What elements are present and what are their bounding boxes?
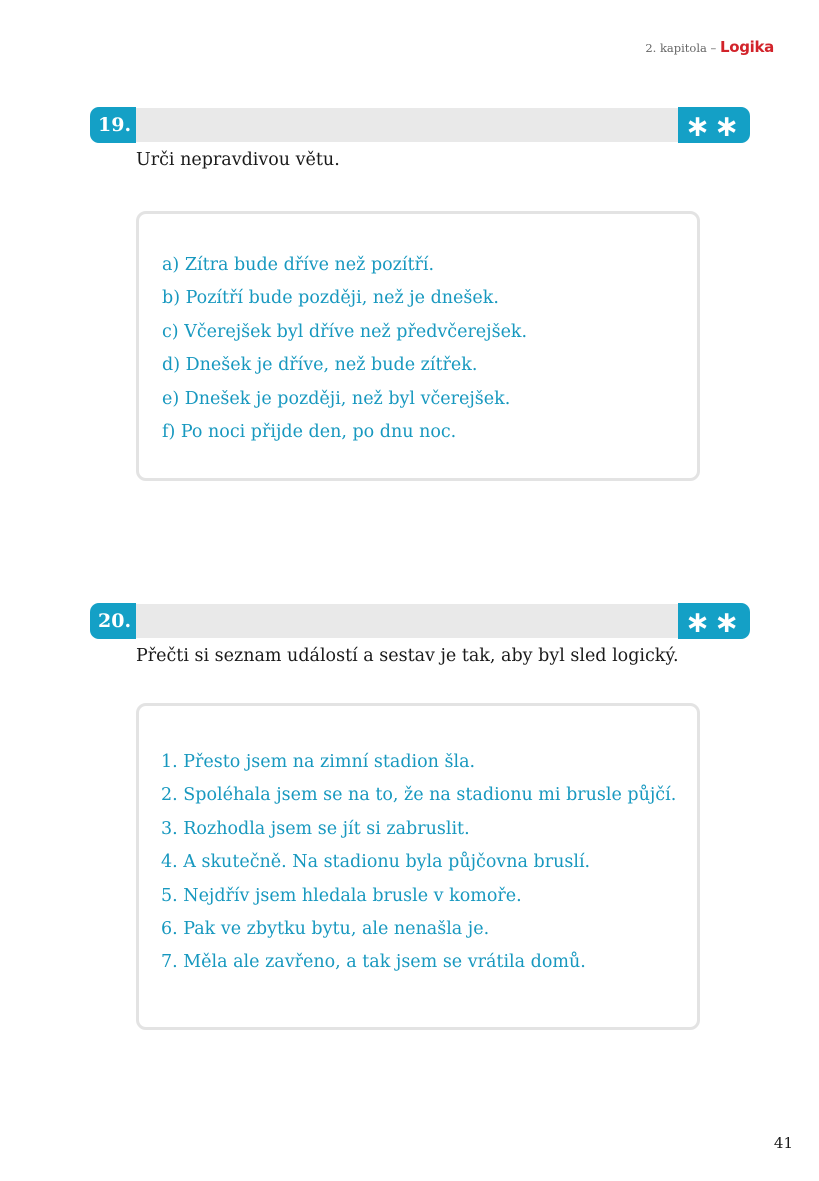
event-item: 7. Měla ale zavřeno, a tak jsem se vrátila domů. [161, 952, 586, 973]
page-number: 41 [773, 1134, 793, 1152]
events-list [161, 746, 697, 980]
task-instruction: Urči nepravdivou větu. [136, 150, 340, 170]
task-20 [90, 603, 750, 973]
answer-box [136, 211, 700, 481]
option-list [162, 249, 697, 449]
chapter-name: Logika [719, 38, 774, 56]
task-19 [90, 107, 750, 442]
option-a: a) Zítra bude dříve než pozítří. [162, 255, 435, 275]
chapter-label: 2. kapitola – [645, 41, 717, 55]
task-header-bar [90, 603, 750, 639]
event-item: 2. Spoléhala jsem se na to, že na stadionu mi brusle půjčí. [161, 785, 677, 806]
task-number-badge: 20. [90, 603, 136, 639]
events-box [136, 703, 700, 1030]
option-c: c) Včerejšek byl dříve než předvčerejšek. [162, 321, 528, 342]
task-header-bar [90, 107, 750, 143]
event-item: 5. Nejdřív jsem hledala brusle v komoře. [161, 885, 522, 906]
event-item: 6. Pak ve zbytku bytu, ale nenašla je. [161, 918, 490, 939]
task-bar-background [110, 108, 720, 142]
task-instruction: Přečti si seznam událostí a sestav je tak, aby byl sled logický. [136, 646, 679, 666]
event-item: 4. A skutečně. Na stadionu byla půjčovna bruslí. [161, 852, 591, 873]
option-b: b) Pozítří bude později, než je dnešek. [162, 288, 499, 309]
task-number-badge: 19. [90, 107, 136, 143]
option-d: d) Dnešek je dříve, než bude zítřek. [162, 355, 478, 376]
task-bar-background [110, 604, 720, 638]
running-header [645, 38, 774, 56]
option-f: f) Po noci přijde den, po dnu noc. [162, 421, 457, 442]
difficulty-stars-icon: ∗∗ [678, 107, 750, 143]
event-item: 3. Rozhodla jsem se jít si zabruslit. [161, 818, 470, 839]
option-e: e) Dnešek je později, než byl včerejšek. [162, 388, 511, 409]
difficulty-stars-icon: ∗∗ [678, 603, 750, 639]
event-item: 1. Přesto jsem na zimní stadion šla. [161, 752, 476, 772]
